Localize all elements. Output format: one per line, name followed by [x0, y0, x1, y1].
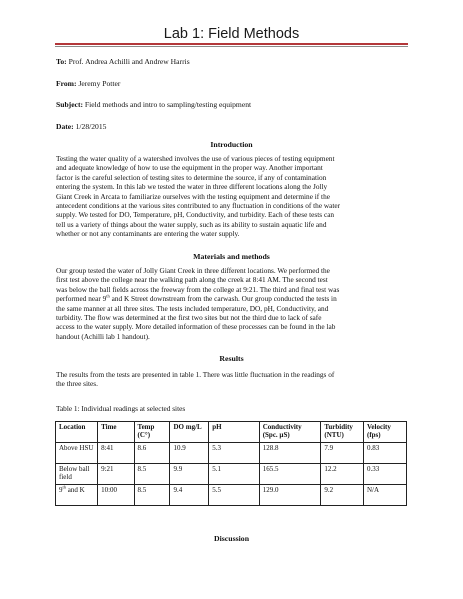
intro-line: antecedent conditions at the various sites contributed to any fluctuation in conditions of the water	[56, 201, 341, 211]
memo-to-label: To:	[56, 57, 67, 66]
discussion-heading: Discussion	[213, 534, 250, 543]
cell-time: 10:00	[98, 485, 134, 506]
title-rule-secondary	[55, 46, 408, 47]
methods-line: Our group tested the water of Jolly Giant Creek in three different locations. We performed the	[56, 266, 330, 275]
table-row	[56, 464, 407, 485]
cell-conductivity: 165.5	[259, 464, 321, 485]
cell-time: 8:41	[98, 443, 134, 464]
methods-line: the same manner at all three sites. The tests included temperature, DO, pH, Conductivity, and	[56, 303, 329, 313]
methods-line: performed near 9th and K Street downstream from the carwash. Our group conducted the tests in	[56, 293, 337, 304]
intro-line: Testing the water quality of a watershed involves the use of various pieces of testing equipment	[56, 154, 335, 163]
table-row	[56, 485, 407, 506]
header-velocity: Velocity (fps)	[364, 422, 407, 443]
cell-conductivity: 128.8	[259, 443, 321, 464]
cell-do: 9.9	[170, 464, 209, 485]
intro-line: entering the system. In this lab we tested the water in three different locations along the Jolly	[56, 182, 328, 192]
header-turbidity: Turbidity (NTU)	[321, 422, 364, 443]
header-location: Location	[56, 422, 98, 443]
cell-temp: 8.5	[134, 464, 170, 485]
cell-velocity: 0.33	[364, 464, 407, 485]
table-row	[56, 443, 407, 464]
methods-line: turbidity. The flow was determined at the first two sites but not the third due to lack of safe	[56, 313, 322, 323]
header-temp: Temp (C°)	[134, 422, 170, 443]
cell-turbidity: 9.2	[321, 485, 364, 506]
intro-line: factor is the careful selection of testing sites to determine the source, if any of contamination	[56, 172, 327, 182]
header-time: Time	[98, 422, 134, 443]
memo-date-value: 1/28/2015	[75, 122, 107, 131]
table-caption: Table 1: Individual readings at selected sites	[56, 404, 186, 413]
title-rule	[55, 43, 408, 45]
cell-conductivity: 129.0	[259, 485, 321, 506]
cell-temp: 8.6	[134, 443, 170, 464]
header-conductivity: Conductivity (Spc. µS)	[259, 422, 321, 443]
table-header-row	[56, 422, 407, 443]
methods-line: access to the water supply. More detailed information of these processes can be found in the lab	[56, 322, 336, 332]
cell-ph: 5.1	[209, 464, 260, 485]
cell-location: Above HSU	[56, 443, 98, 464]
memo-to	[56, 57, 190, 66]
cell-do: 9.4	[170, 485, 209, 506]
memo-from-value: Jeremy Potter	[78, 79, 121, 88]
cell-turbidity: 12.2	[321, 464, 364, 485]
header-do: DO mg/L	[170, 422, 209, 443]
cell-ph: 5.3	[209, 443, 260, 464]
methods-paragraph	[56, 266, 408, 341]
cell-do: 10.9	[170, 443, 209, 464]
cell-location: Below ball field	[56, 464, 98, 485]
memo-date	[56, 122, 106, 131]
cell-temp: 8.5	[134, 485, 170, 506]
intro-heading: Introduction	[210, 140, 253, 149]
memo-from	[56, 79, 120, 88]
results-heading: Results	[219, 354, 244, 363]
header-ph: pH	[209, 422, 260, 443]
memo-subject	[56, 100, 251, 109]
intro-line: and adequate knowledge of how to use the equipment in the proper way. Another important	[56, 163, 323, 173]
methods-line: was below the ball fields across the freeway from the college at 9:21. The third and final test was	[56, 284, 340, 294]
results-line: the three sites.	[56, 379, 98, 389]
methods-heading: Materials and methods	[193, 252, 270, 261]
intro-line: Giant Creek in Arcata to familiarize ourselves with the testing equipment and determine if the	[56, 191, 330, 201]
intro-paragraph	[56, 154, 408, 239]
cell-velocity: 0.83	[364, 443, 407, 464]
memo-subject-value: Field methods and intro to sampling/testing equipment	[84, 100, 252, 109]
methods-line: first test above the college near the walking path along the creek at 8:41 AM. The second test	[56, 275, 328, 285]
cell-time: 9:21	[98, 464, 134, 485]
methods-line: handout (Achilli lab 1 handout).	[56, 331, 150, 341]
results-line: The results from the tests are presented in table 1. There was little fluctuation in the readings of	[56, 370, 335, 379]
cell-velocity: N/A	[364, 485, 407, 506]
intro-line: tell us a variety of things about the water supply, such as its ability to sustain aquatic life and	[56, 219, 327, 229]
cell-ph: 5.5	[209, 485, 260, 506]
readings-table	[55, 421, 407, 506]
results-paragraph	[56, 370, 408, 389]
memo-subject-label: Subject:	[56, 100, 83, 109]
memo-date-label: Date:	[56, 122, 74, 131]
page-title: Lab 1: Field Methods	[163, 26, 300, 42]
cell-location: 9th and K	[56, 485, 98, 506]
cell-turbidity: 7.9	[321, 443, 364, 464]
intro-line: supply. We tested for DO, Temperature, pH, Conductivity, and turbidity. Each of these tests can	[56, 210, 335, 220]
intro-line: whether or not any contaminants are entering the water supply.	[56, 229, 240, 239]
memo-from-label: From:	[56, 79, 77, 88]
memo-to-value: Prof. Andrea Achilli and Andrew Harris	[68, 57, 190, 66]
